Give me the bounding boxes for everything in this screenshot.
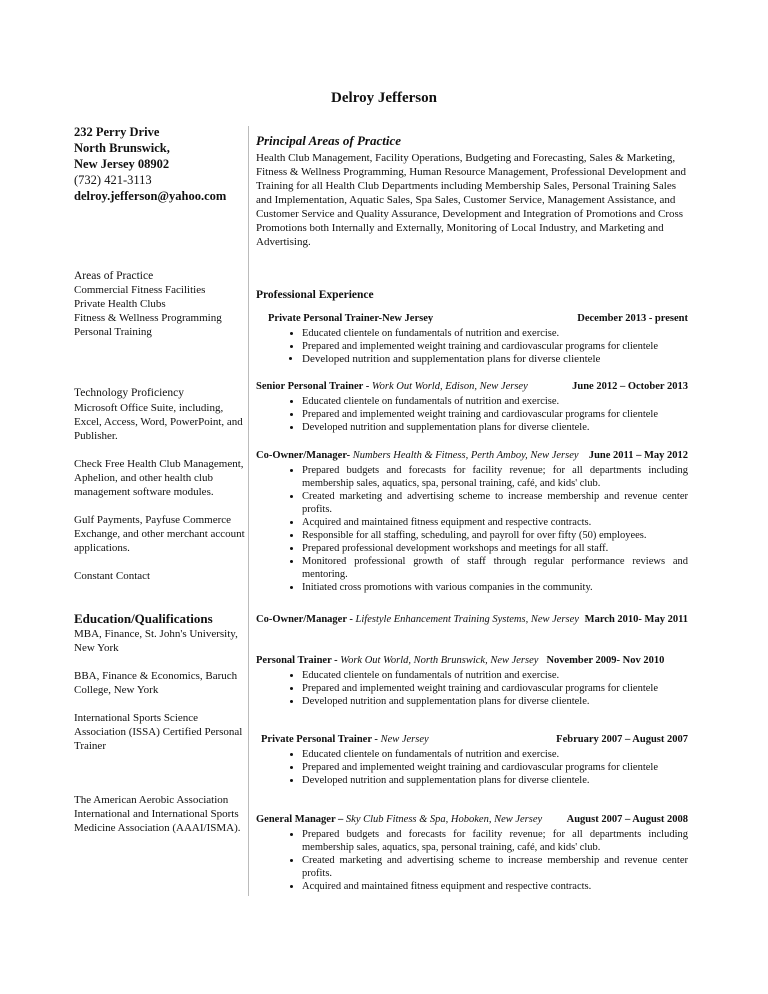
education-item: International Sports Science Association (ISSA) Certified Personal Trainer (74, 712, 243, 752)
job-bullet: • Prepared and implemented weight training and cardiovascular programs for clientele (302, 340, 688, 353)
tech-paragraph: Microsoft Office Suite, including, Excel, Access, Word, PowerPoint, and Publisher. (74, 402, 243, 442)
job-bullet: • Educated clientele on fundamentals of nutrition and exercise. (302, 669, 688, 682)
job-employer: Lifestyle Enhancement Training Systems, New Jersey (355, 614, 579, 625)
job-employer: Numbers Health & Fitness, Perth Amboy, New Jersey (352, 450, 579, 461)
experience-title: Professional Experience (256, 289, 374, 301)
job-bullet: • Prepared budgets and forecasts for facility revenue; for all departments including membership sales, aquatics, spa, personal training, café, and kids' club. (302, 464, 688, 490)
tech-paragraph: Check Free Health Club Management, Aphelion, and other health club management software modules. (74, 458, 244, 498)
job-entry (256, 312, 688, 366)
job-bullet: • Initiated cross promotions with various companies in the community. (302, 581, 688, 594)
education-item: BBA, Finance & Economics, Baruch College, New York (74, 670, 238, 696)
tech-paragraph: Gulf Payments, Payfuse Commerce Exchange, and other merchant account applications. (74, 514, 245, 554)
job-bullet: • Acquired and maintained fitness equipment and respective contracts. (302, 880, 688, 893)
job-role: Co-Owner/Manager - (256, 614, 356, 625)
contact-state: New Jersey 08902 (74, 157, 170, 171)
job-role: Private Personal Trainer - (261, 734, 381, 745)
contact-block (74, 124, 246, 204)
job-bullet: • Prepared professional development workshops and meetings for all staff. (302, 542, 688, 555)
job-bullet: • Prepared and implemented weight training and cardiovascular programs for clientele (302, 408, 688, 421)
job-role: Personal Trainer - (256, 655, 341, 666)
job-dates: March 2010- May 2011 (584, 614, 688, 625)
job-role: Senior Personal Trainer - (256, 381, 372, 392)
principal-areas (256, 124, 688, 249)
principal-areas-text: Health Club Management, Facility Operations, Budgeting and Forecasting, Sales & Marketing, Fitness & Wellness Programming, Human Resource Management, Professional Development and Training for all Health Club Departments including Membership Sales, Personal Training Sales and Implementation, Aquatic Sales, Spa Sales, Customer Service, Management Assistance, and Customer Service and Quality Assurance, Development and Integration of Promotions and Cross Promotions both Internally and Externally, Monitoring of Local Industry, and Marketing and Advertising. (256, 152, 686, 248)
job-dates: December 2013 - present (577, 313, 688, 324)
job-bullet: • Educated clientele on fundamentals of nutrition and exercise. (302, 327, 688, 340)
job-employer: Work Out World, North Brunswick, New Jersey (340, 655, 539, 666)
job-bullet: • Created marketing and advertising scheme to increase membership and revenue center profits. (302, 854, 688, 880)
tech-heading: Technology Proficiency (74, 387, 185, 399)
job-employer: Sky Club Fitness & Spa, Hoboken, New Jersey (345, 814, 543, 825)
job-bullet: • Responsible for all staffing, scheduling, and payroll for over fifty (50) employees. (302, 529, 688, 542)
areas-section (74, 270, 246, 339)
job-employer: New Jersey (380, 734, 429, 745)
tech-paragraph: Constant Contact (74, 570, 151, 582)
job-bullet: • Developed nutrition and supplementation plans for diverse clientele (302, 353, 688, 366)
tech-section (74, 386, 246, 583)
job-role: General Manager – (256, 814, 346, 825)
education-item: MBA, Finance, St. John's University, New York (74, 628, 238, 654)
job-employer: Work Out World, Edison, New Jersey (371, 381, 528, 392)
areas-item: Private Health Clubs (74, 298, 166, 310)
job-entry (256, 613, 688, 626)
education-heading: Education/Qualifications (74, 611, 213, 626)
job-bullet: • Prepared budgets and forecasts for facility revenue; for all departments including membership sales, aquatics, spa, personal training, café, and kids' club. (302, 828, 688, 854)
job-entry (256, 449, 688, 594)
job-role: Co-Owner/Manager- (256, 450, 353, 461)
job-entry (256, 813, 688, 893)
job-role: Private Personal Trainer-New Jersey (268, 313, 434, 324)
resume-name: Delroy Jefferson (331, 90, 437, 106)
areas-item: Fitness & Wellness Programming (74, 312, 222, 324)
job-bullet: • Developed nutrition and supplementation plans for diverse clientele. (302, 421, 688, 434)
job-bullet: • Created marketing and advertising scheme to increase membership and revenue center profits. (302, 490, 688, 516)
job-bullet: • Prepared and implemented weight training and cardiovascular programs for clientele (302, 682, 688, 695)
job-bullet: • Educated clientele on fundamentals of nutrition and exercise. (302, 395, 688, 408)
job-entry (256, 733, 688, 787)
contact-phone: (732) 421-3113 (74, 173, 152, 187)
education-item: The American Aerobic Association International and International Sports Medicine Association (AAAI/ISMA). (74, 794, 241, 834)
job-entry (256, 654, 688, 708)
areas-heading: Areas of Practice (74, 270, 154, 282)
job-bullet: • Prepared and implemented weight training and cardiovascular programs for clientele (302, 761, 688, 774)
contact-street: 232 Perry Drive (74, 125, 160, 139)
job-bullet: • Developed nutrition and supplementation plans for diverse clientele. (302, 695, 688, 708)
job-dates: November 2009- Nov 2010 (546, 655, 665, 666)
job-entry (256, 380, 688, 434)
education-section (74, 612, 246, 835)
job-bullet: • Educated clientele on fundamentals of nutrition and exercise. (302, 748, 688, 761)
job-dates: February 2007 – August 2007 (556, 734, 688, 745)
principal-areas-title: Principal Areas of Practice (256, 133, 402, 148)
areas-item: Personal Training (74, 326, 152, 338)
job-dates: August 2007 – August 2008 (566, 814, 688, 825)
contact-city: North Brunswick, (74, 141, 170, 155)
contact-email: delroy.jefferson@yahoo.com (74, 189, 227, 203)
job-bullet: • Developed nutrition and supplementation plans for diverse clientele. (302, 774, 688, 787)
job-bullet: • Monitored professional growth of staff through regular performance reviews and mentoring. (302, 555, 688, 581)
job-dates: June 2011 – May 2012 (588, 450, 688, 461)
column-divider (248, 126, 249, 896)
job-dates: June 2012 – October 2013 (572, 381, 688, 392)
areas-item: Commercial Fitness Facilities (74, 284, 206, 296)
job-bullet: • Acquired and maintained fitness equipment and respective contracts. (302, 516, 688, 529)
